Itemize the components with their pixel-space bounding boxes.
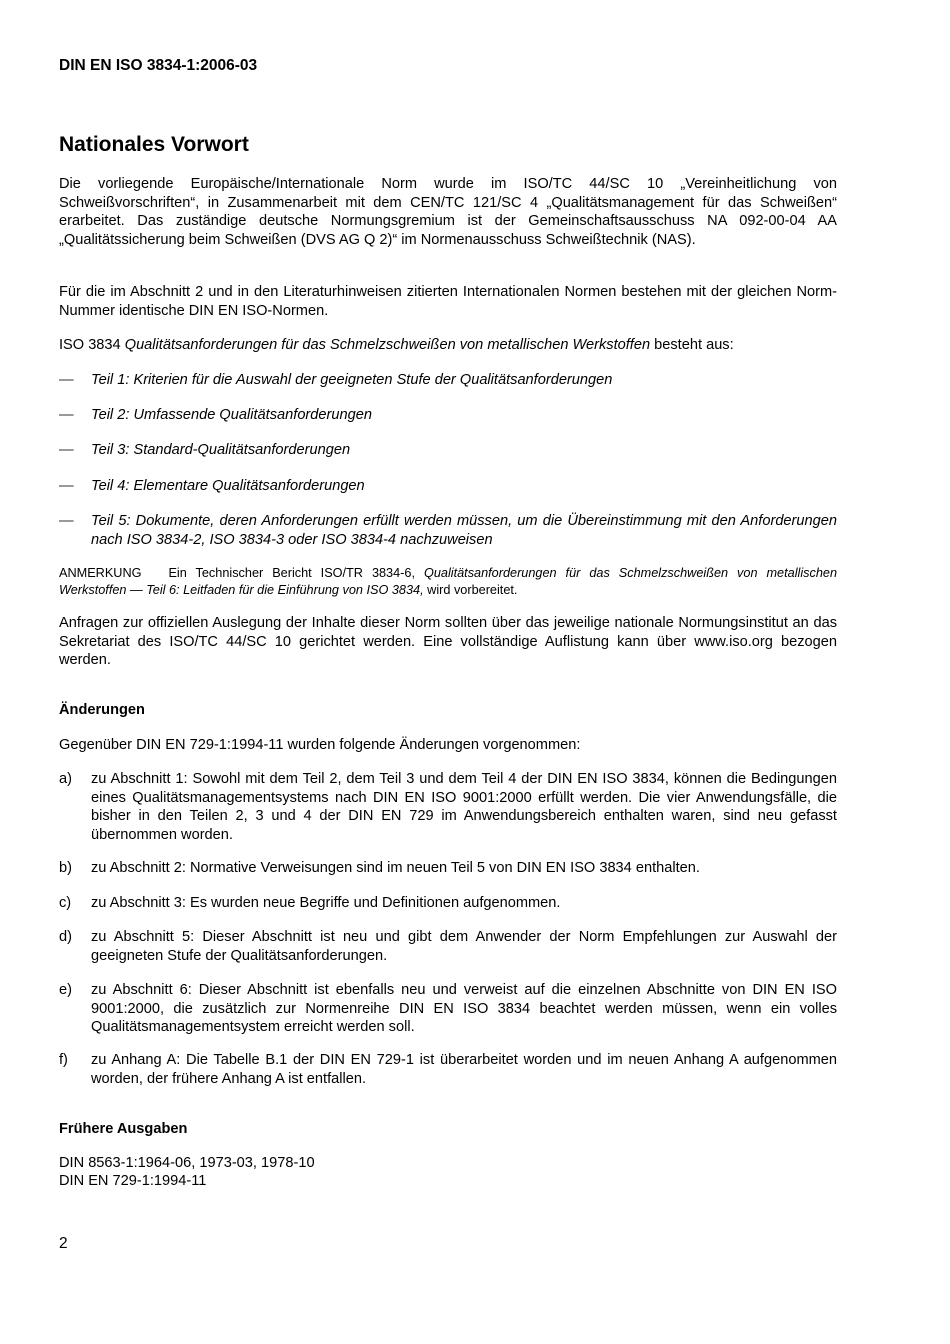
page-number: 2 [59,1235,68,1252]
document-id-header: DIN EN ISO 3834-1:2006-03 [59,57,258,74]
previous-edition-line: DIN EN 729-1:1994-11 [59,1173,207,1189]
intro-paragraph-2: Für die im Abschnitt 2 und in den Literaturhinweisen zitierten Internationalen Normen bestehen mit der gleichen Norm-Nummer identische DIN EN ISO-Normen. [59,284,837,319]
changes-intro: Gegenüber DIN EN 729-1:1994-11 wurden folgende Änderungen vorgenommen: [59,737,581,753]
page-title: Nationales Vorwort [59,133,249,156]
note-label: ANMERKUNG [59,566,142,580]
note: ANMERKUNG Ein Technischer Bericht ISO/TR 3834-6, Qualitätsanforderungen für das Schmelzschweißen von metallischen Werkstoffen — Teil 6: Leitfaden für die Einführung von ISO 3834, wird vorbereitet. [59,566,838,597]
dash-bullet: — [59,478,74,494]
intro-paragraph-1: Die vorliegende Europäische/Internationale Norm wurde im ISO/TC 44/SC 10 „Vereinheitlichung von Schweißvorschriften“, in Zusammenarbeit mit dem CEN/TC 121/SC 4 „Qualitätsmanagement für das Schweißen“ erarbeitet. Das zuständige deutsche Normungsgremium ist der Gemeinschaftsausschuss NA 092-00-04 AA „Qualitätssicherung beim Schweißen (DVS AG Q 2)“ im Normenausschuss Schweißtechnik (NAS). [59,176,837,248]
previous-editions-heading: Frühere Ausgaben [59,1121,188,1137]
dash-bullet: — [59,513,74,529]
previous-edition-line: DIN 8563-1:1964-06, 1973-03, 1978-10 [59,1155,315,1171]
changes-heading: Änderungen [59,702,145,718]
inquiries-paragraph: Anfragen zur offiziellen Auslegung der Inhalte dieser Norm sollten über das jeweilige nationale Normungsinstitut an das Sekretariat des ISO/TC 44/SC 10 gerichtet werden. Eine vollständige Auflistung kann über www.iso.org bezogen werden. [59,615,837,668]
dash-bullet: — [59,442,74,458]
standard-title: Qualitätsanforderungen für das Schmelzschweißen von metallischen Werkstoffen [124,337,651,353]
intro-paragraph-3: ISO 3834 Qualitätsanforderungen für das Schmelzschweißen von metallischen Werkstoffen besteht aus: [59,337,734,353]
dash-bullet: — [59,372,74,388]
dash-bullet: — [59,407,74,423]
